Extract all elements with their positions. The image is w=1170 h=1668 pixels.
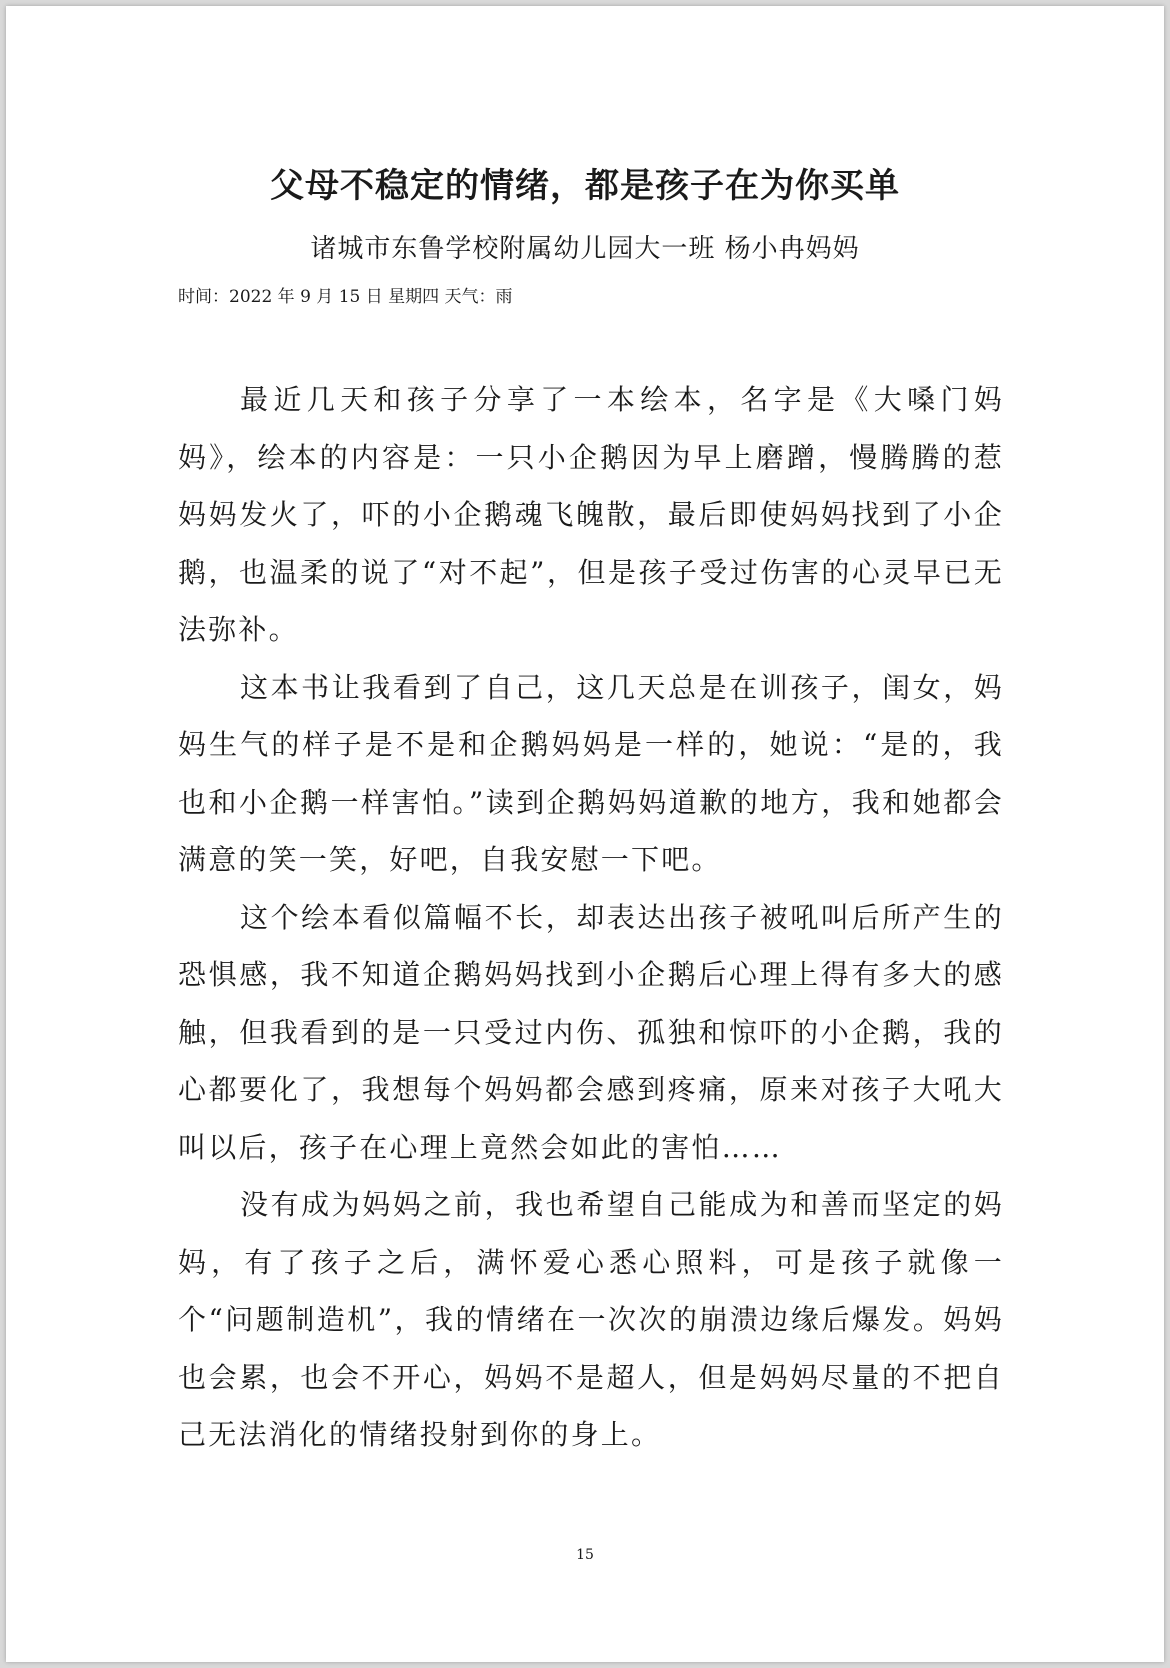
page-number: 15 — [576, 1547, 594, 1563]
document-title: 父母不稳定的情绪，都是孩子在为你买单 — [270, 166, 900, 206]
paragraph: 这本书让我看到了自己，这几天总是在训孩子，闺女，妈妈生气的样子是不是和企鹅妈妈是一样的，她说：“是的，我也和小企鹅一样害怕。”读到企鹅妈妈道歉的地方，我和她都会满意的笑一笑，好吧，自我安慰一下吧。 — [178, 670, 1004, 876]
paragraph: 最近几天和孩子分享了一本绘本，名字是《大嗓门妈妈》，绘本的内容是：一只小企鹅因为早上磨蹭，慢腾腾的惹妈妈发火了，吓的小企鹅魂飞魄散，最后即使妈妈找到了小企鹅，也温柔的说了“对不起”，但是孩子受过伤害的心灵早已无法弥补。 — [178, 383, 1004, 646]
paragraph: 没有成为妈妈之前，我也希望自己能成为和善而坚定的妈妈，有了孩子之后，满怀爱心悉心照料，可是孩子就像一个“问题制造机”，我的情绪在一次次的崩溃边缘后爆发。妈妈也会累，也会不开心，妈妈不是超人，但是妈妈尽量的不把自己无法消化的情绪投射到你的身上。 — [178, 1188, 1004, 1451]
date-weather-line: 时间：2022 年 9 月 15 日 星期四 天气：雨 — [178, 287, 513, 307]
article-body — [178, 371, 1004, 1464]
document-page — [6, 6, 1164, 1662]
author-line: 诸城市东鲁学校附属幼儿园大一班 杨小冉妈妈 — [310, 234, 860, 264]
paragraph: 这个绘本看似篇幅不长，却表达出孩子被吼叫后所产生的恐惧感，我不知道企鹅妈妈找到小企鹅后心理上得有多大的感触，但我看到的是一只受过内伤、孤独和惊吓的小企鹅，我的心都要化了，我想每个妈妈都会感到疼痛，原来对孩子大吼大叫以后，孩子在心理上竟然会如此的害怕…… — [178, 900, 1004, 1164]
